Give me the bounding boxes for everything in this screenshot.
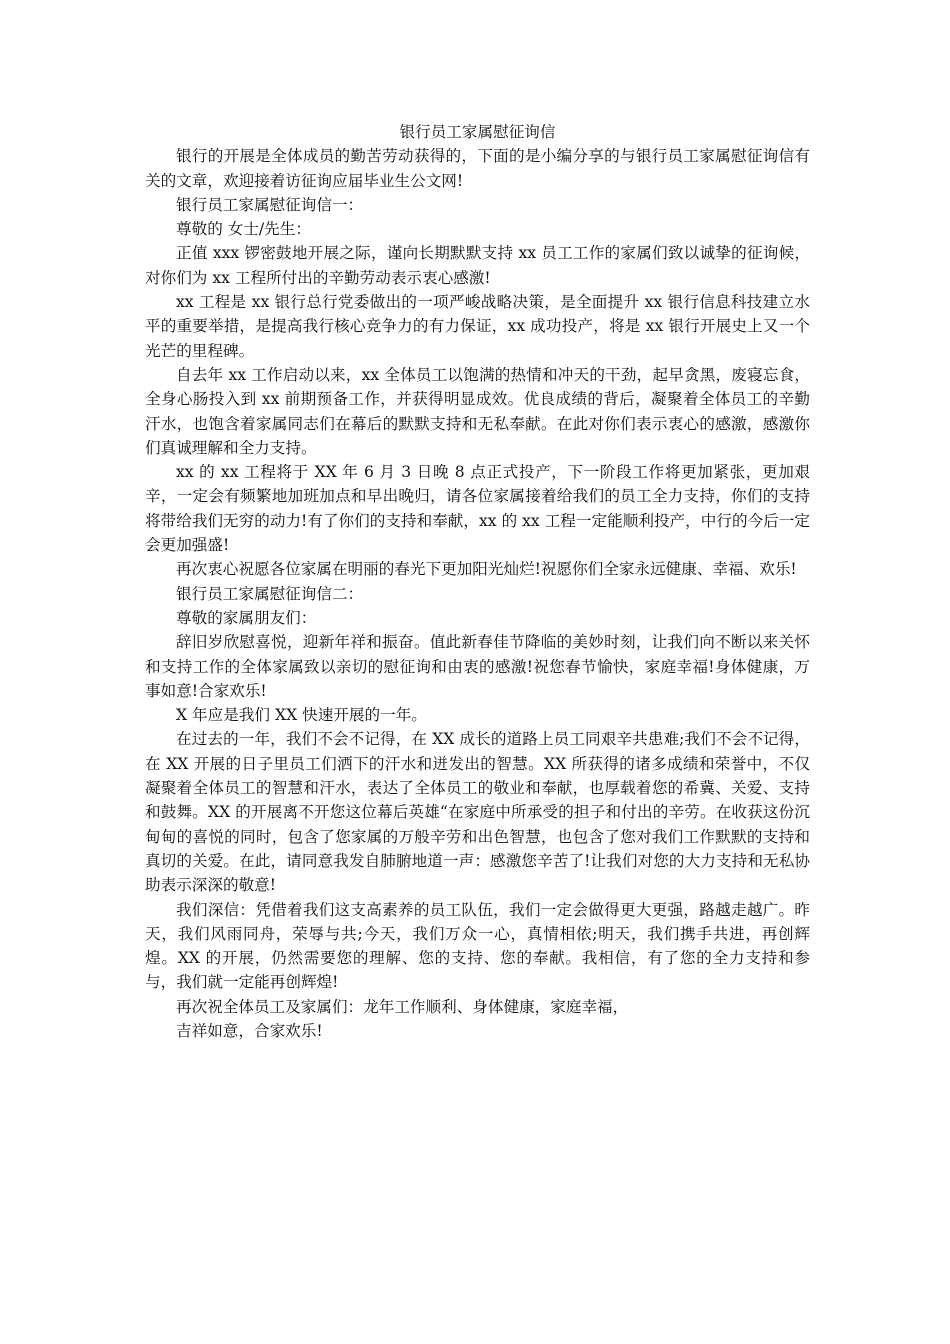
- paragraph-body: 自去年 xx 工作启动以来，xx 全体员工以饱满的热情和冲天的干劲，起早贪黑，废寝忘食，全身心肠投入到 xx 前期预备工作，并获得明显成效。优良成绩的背后，凝聚着全体员工的辛勤汗水，也饱含着家属同志们在幕后的默默支持和无私奉献。在此对你们表示衷心的感激，感激你们真诚理解和全力支持。: [145, 365, 810, 457]
- paragraph-closing: 吉祥如意，合家欢乐!: [176, 1021, 323, 1040]
- paragraph-body: 再次衷心祝愿各位家属在明丽的春光下更加阳光灿烂!祝愿你们全家永远健康、幸福、欢乐!: [176, 560, 797, 579]
- paragraph-intro: 银行的开展是全体成员的勤苦劳动获得的，下面的是小编分享的与银行员工家属慰征询信有关的文章，欢迎接着访征询应届毕业生公文网!: [145, 147, 810, 190]
- paragraph-body: xx 工程是 xx 银行总行党委做出的一项严峻战略决策，是全面提升 xx 银行信息科技建立水平的重要举措，是提高我行核心竞争力的有力保证，xx 成功投产，将是 xx 银行开展史上又一个光芒的里程碑。: [145, 293, 810, 360]
- paragraph-letter-one-heading: 银行员工家属慰征询信一：: [176, 195, 364, 214]
- paragraph-letter-two-heading: 银行员工家属慰征询信二：: [176, 584, 364, 603]
- paragraph-body: X 年应是我们 XX 快速开展的一年。: [176, 706, 427, 725]
- paragraph-salutation-one: 尊敬的 女士/先生：: [176, 220, 311, 239]
- paragraph-body: 我们深信：凭借着我们这支高素养的员工队伍，我们一定会做得更大更强，路越走越广。昨天，我们风雨同舟，荣辱与共;今天，我们万众一心，真情相依;明天，我们携手共进，再创辉煌。XX 的开展，仍然需要您的理解、您的支持、您的奉献。我相信，有了您的全力支持和参与，我们就一定能再创辉煌!: [145, 900, 810, 992]
- paragraph-salutation-two: 尊敬的家属朋友们：: [176, 608, 317, 627]
- paragraph-body: 正值 xxx 锣密鼓地开展之际，谨向长期默默支持 xx 员工工作的家属们致以诚挚的征询候，对你们为 xx 工程所付出的辛勤劳动表示衷心感激!: [145, 244, 810, 287]
- paragraph-closing: 再次祝全体员工及家属们：龙年工作顺利、身体健康，家庭幸福，: [176, 997, 629, 1016]
- document-title: 银行员工家属慰征询信: [399, 123, 556, 141]
- paragraph-body: xx 的 xx 工程将于 XX 年 6 月 3 日晚 8 点正式投产，下一阶段工作将更加紧张，更加艰辛，一定会有频繁地加班加点和早出晚归，请各位家属接着给我们的员工全力支持，你们的支持将带给我们无穷的动力!有了你们的支持和奉献，xx 的 xx 工程一定能顺利投产，中行的今后一定会更加强盛!: [145, 463, 810, 555]
- document-page: [145, 120, 810, 1043]
- paragraph-body: 辞旧岁欣慰喜悦，迎新年祥和振奋。值此新春佳节降临的美妙时刻，让我们向不断以来关怀和支持工作的全体家属致以亲切的慰征询和由衷的感激!祝您春节愉快，家庭幸福!身体健康，万事如意!合家欢乐!: [145, 633, 810, 700]
- paragraph-body: 在过去的一年，我们不会不记得，在 XX 成长的道路上员工同艰辛共患难;我们不会不记得，在 XX 开展的日子里员工们洒下的汗水和迸发出的智慧。XX 所获得的诸多成绩和荣誉中，不仅凝聚着全体员工的智慧和汗水，表达了全体员工的敬业和奉献，也厚载着您的希冀、关爱、支持和鼓舞。XX 的开展离不开您这位幕后英雄“在家庭中所承受的担子和付出的辛劳。在收获这份沉甸甸的喜悦的同时，包含了您家属的万般辛劳和出色智慧，也包含了您对我们工作默默的支持和真切的关爱。在此，请同意我发自肺腑地道一声：感激您辛苦了!让我们对您的大力支持和无私协助表示深深的敬意!: [145, 730, 810, 895]
